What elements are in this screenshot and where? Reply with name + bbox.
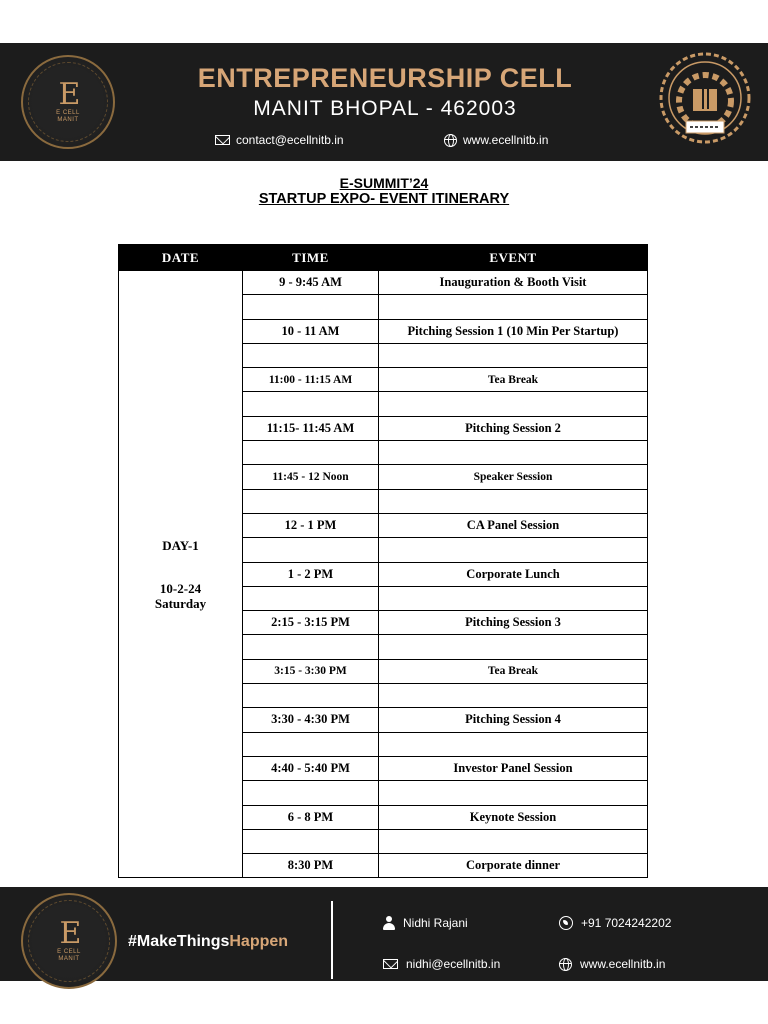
time-cell: 12 - 1 PM — [243, 513, 379, 537]
event-cell: Pitching Session 1 (10 Min Per Startup) — [379, 319, 648, 343]
day-weekday: Saturday — [154, 595, 207, 611]
column-header-date: DATE — [119, 245, 243, 271]
footer-website-text: www.ecellnitb.in — [580, 957, 666, 971]
time-cell: 8:30 PM — [243, 854, 379, 878]
header-banner — [0, 43, 768, 161]
footer-hashtag — [128, 933, 288, 951]
footer-email[interactable] — [383, 957, 500, 971]
footer-banner — [0, 887, 768, 981]
ecell-logo — [21, 55, 115, 149]
event-cell: Corporate dinner — [379, 854, 648, 878]
time-cell — [243, 635, 379, 659]
document-title — [0, 175, 768, 207]
header-website[interactable] — [444, 133, 548, 147]
time-cell — [243, 684, 379, 708]
ecell-logo-text: E CELL — [56, 110, 80, 116]
time-cell — [243, 489, 379, 513]
header-website-text: www.ecellnitb.in — [463, 133, 549, 147]
time-cell — [243, 441, 379, 465]
event-cell — [379, 829, 648, 853]
event-cell: CA Panel Session — [379, 513, 648, 537]
time-cell: 6 - 8 PM — [243, 805, 379, 829]
table-row — [119, 271, 648, 295]
globe-icon — [444, 134, 457, 147]
event-cell — [379, 586, 648, 610]
footer-logo-text: E CELL — [57, 949, 81, 955]
event-cell: Keynote Session — [379, 805, 648, 829]
time-cell: 11:15- 11:45 AM — [243, 416, 379, 440]
whatsapp-icon — [559, 916, 573, 930]
time-cell: 3:30 - 4:30 PM — [243, 708, 379, 732]
phone-text: +91 7024242202 — [581, 916, 672, 930]
time-cell: 2:15 - 3:15 PM — [243, 611, 379, 635]
time-cell — [243, 538, 379, 562]
event-cell — [379, 343, 648, 367]
footer-email-text: nidhi@ecellnitb.in — [406, 957, 501, 971]
time-cell: 10 - 11 AM — [243, 319, 379, 343]
mail-icon — [383, 959, 398, 969]
user-icon — [383, 916, 395, 930]
table-header-row — [119, 245, 648, 271]
event-cell — [379, 392, 648, 416]
event-cell — [379, 732, 648, 756]
time-cell — [243, 586, 379, 610]
footer-contact-name — [383, 916, 468, 930]
time-cell — [243, 392, 379, 416]
day-date: 10-2-24 — [159, 580, 202, 596]
day-cell — [119, 271, 243, 878]
time-cell: 1 - 2 PM — [243, 562, 379, 586]
column-header-event: EVENT — [379, 245, 648, 271]
time-cell — [243, 781, 379, 805]
institute-emblem-icon — [658, 51, 752, 151]
event-cell — [379, 635, 648, 659]
time-cell: 4:40 - 5:40 PM — [243, 756, 379, 780]
ecell-logo-text-2: MANIT — [57, 117, 79, 123]
time-cell — [243, 343, 379, 367]
event-cell — [379, 441, 648, 465]
event-cell — [379, 684, 648, 708]
organization-address: MANIT BHOPAL - 462003 — [253, 97, 517, 120]
event-cell: Tea Break — [379, 368, 648, 392]
time-cell: 11:45 - 12 Noon — [243, 465, 379, 489]
ecell-logo-mark: E — [58, 77, 78, 112]
event-cell: Corporate Lunch — [379, 562, 648, 586]
mail-icon — [215, 135, 230, 145]
footer-logo-mark: E — [59, 916, 79, 951]
event-cell — [379, 781, 648, 805]
header-email[interactable] — [215, 133, 344, 147]
event-cell: Pitching Session 3 — [379, 611, 648, 635]
footer-logo-text-2: MANIT — [58, 956, 80, 962]
itinerary-heading: STARTUP EXPO- EVENT ITINERARY — [258, 191, 510, 207]
time-cell: 11:00 - 11:15 AM — [243, 368, 379, 392]
footer-divider — [331, 901, 333, 979]
footer-ecell-logo — [21, 893, 117, 989]
time-cell: 9 - 9:45 AM — [243, 271, 379, 295]
contact-name-text: Nidhi Rajani — [403, 916, 468, 930]
itinerary-table — [118, 244, 648, 878]
globe-icon — [559, 958, 572, 971]
event-cell: Investor Panel Session — [379, 756, 648, 780]
event-cell — [379, 295, 648, 319]
header-email-text: contact@ecellnitb.in — [236, 133, 344, 147]
hashtag-main: #MakeThings — [128, 933, 230, 950]
day-label: DAY-1 — [162, 537, 199, 553]
hashtag-accent: Happen — [229, 933, 289, 950]
footer-phone[interactable] — [559, 916, 671, 930]
event-name: E-SUMMIT’24 — [339, 175, 429, 191]
event-cell — [379, 489, 648, 513]
footer-website[interactable] — [559, 957, 665, 971]
time-cell: 3:15 - 3:30 PM — [243, 659, 379, 683]
event-cell: Pitching Session 2 — [379, 416, 648, 440]
event-cell — [379, 538, 648, 562]
itinerary-body — [119, 271, 648, 878]
time-cell — [243, 295, 379, 319]
organization-title: ENTREPRENEURSHIP CELL — [197, 63, 573, 93]
column-header-time: TIME — [243, 245, 379, 271]
event-cell: Pitching Session 4 — [379, 708, 648, 732]
event-cell: Speaker Session — [379, 465, 648, 489]
event-cell: Inauguration & Booth Visit — [379, 271, 648, 295]
time-cell — [243, 732, 379, 756]
event-cell: Tea Break — [379, 659, 648, 683]
time-cell — [243, 829, 379, 853]
